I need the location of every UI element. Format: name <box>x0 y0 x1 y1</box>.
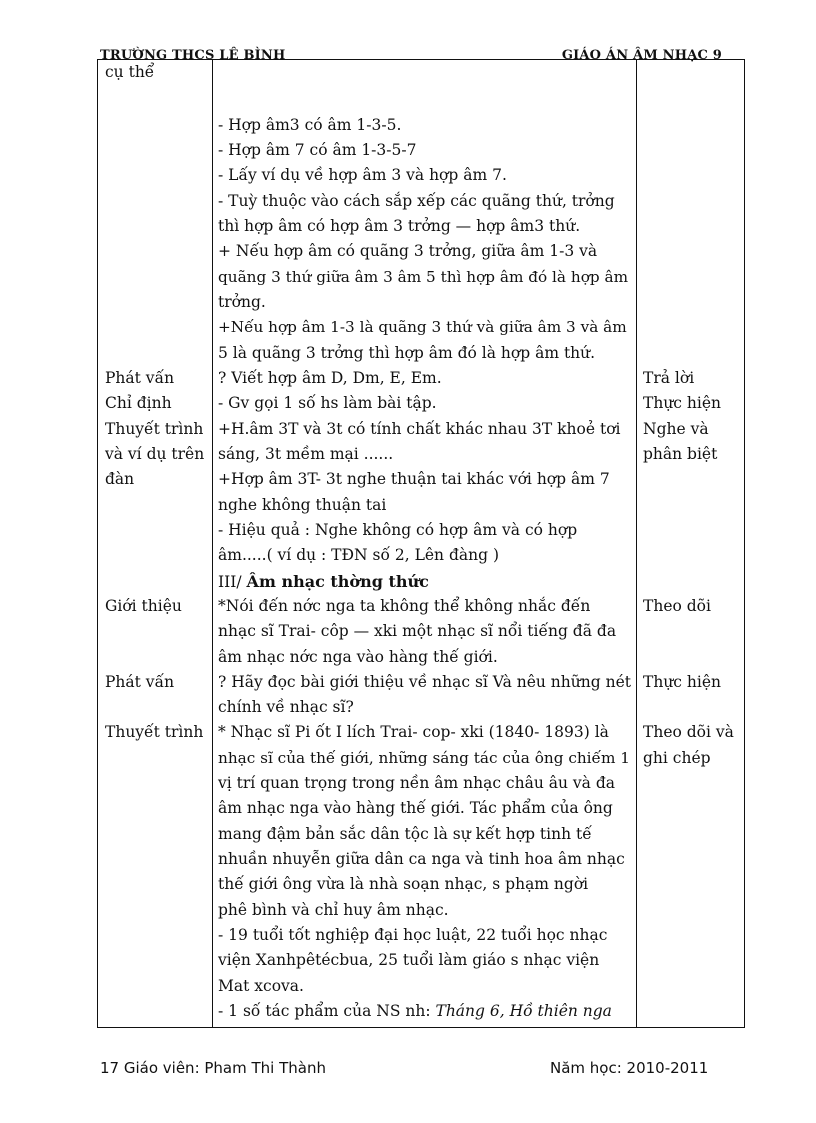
activity-cell: Thực hiện <box>643 394 722 412</box>
content-line: +Hợp âm 3T- 3t nghe thuận tai khác với hợp âm 7 <box>218 470 610 488</box>
content-line: - Hợp âm 7 có âm 1-3-5-7 <box>218 141 417 159</box>
content-line: - Hợp âm3 có âm 1-3-5. <box>218 116 402 134</box>
column-divider <box>636 59 637 1028</box>
content-line: vị trí quan trọng trong nền âm nhạc châu âu và đa <box>218 774 615 792</box>
section-heading <box>218 569 429 595</box>
works-intro: - 1 số tác phẩm của NS nh: <box>218 1002 436 1020</box>
content-line: 5 là quãng 3 trởng thì hợp âm đó là hợp âm thứ. <box>218 344 596 362</box>
content-line: quãng 3 thứ giữa âm 3 âm 5 thì hợp âm đó là hợp âm <box>218 268 629 286</box>
content-line: thế giới ông vừa là nhà soạn nhạc, s phạm ngời <box>218 875 589 893</box>
works-titles: Tháng 6, Hồ thiên nga <box>435 1002 612 1020</box>
column-divider <box>212 59 213 1028</box>
content-line: trởng. <box>218 293 266 311</box>
content-line: viện Xanhpêtécbua, 25 tuổi làm giáo s nhạc viện <box>218 951 600 969</box>
content-line: sáng, 3t mềm mại ...... <box>218 445 394 463</box>
content-line: thì hợp âm có hợp âm 3 trởng — hợp âm3 thứ. <box>218 217 581 235</box>
works-line <box>218 999 612 1024</box>
content-line: chính về nhạc sĩ? <box>218 698 354 716</box>
content-line: - 19 tuổi tốt nghiệp đại học luật, 22 tuổi học nhạc <box>218 926 608 944</box>
method-cell: cụ thể <box>105 63 155 81</box>
content-line: +H.âm 3T và 3t có tính chất khác nhau 3T khoẻ tơi <box>218 420 621 438</box>
method-cell: Phát vấn <box>105 673 175 691</box>
method-cell: Thuyết trình <box>105 723 204 741</box>
method-cell: Giới thiệu <box>105 597 182 615</box>
content-line: nhạc sĩ Trai- côp — xki một nhạc sĩ nổi tiếng đã đa <box>218 622 617 640</box>
content-line: mang đậm bản sắc dân tộc là sự kết hợp tinh tế <box>218 825 592 843</box>
content-line: +Nếu hợp âm 1-3 là quãng 3 thứ và giữa âm 3 và âm <box>218 318 627 336</box>
content-line: * Nhạc sĩ Pi ốt I lích Trai- cop- xki (1840- 1893) là <box>218 723 609 741</box>
activity-cell: Trả lời <box>643 369 695 387</box>
content-line: nhuần nhuyễn giữa dân ca nga và tinh hoa âm nhạc <box>218 850 625 868</box>
content-line: - Lấy ví dụ về hợp âm 3 và hợp âm 7. <box>218 166 507 184</box>
method-cell: Phát vấn <box>105 369 175 387</box>
content-line: - Tuỳ thuộc vào cách sắp xếp các quãng thứ, trởng <box>218 192 615 210</box>
content-line: - Gv gọi 1 số hs làm bài tập. <box>218 394 437 412</box>
content-line: - Hiệu quả : Nghe không có hợp âm và có hợp <box>218 521 578 539</box>
content-line: phê bình và chỉ huy âm nhạc. <box>218 901 449 919</box>
method-cell: đàn <box>105 470 135 488</box>
activity-cell: ghi chép <box>643 749 711 767</box>
header-subject: GIÁO ÁN ÂM NHẠC 9 <box>561 48 722 63</box>
header-school: TRƯỜNG THCS LÊ BÌNH <box>100 48 286 63</box>
activity-cell: Theo dõi và <box>643 723 734 741</box>
footer-school-year: Năm học: 2010-2011 <box>550 1059 709 1077</box>
content-line: + Nếu hợp âm có quãng 3 trởng, giữa âm 1-3 và <box>218 242 598 260</box>
section-title: Âm nhạc thờng thức <box>246 572 429 591</box>
activity-cell: Thực hiện <box>643 673 722 691</box>
content-line: nghe không thuận tai <box>218 496 387 514</box>
activity-cell: phân biệt <box>643 445 718 463</box>
content-line: *Nói đến nớc nga ta không thể không nhắc đến <box>218 597 591 615</box>
content-line: Mat xcova. <box>218 977 304 995</box>
method-cell: Chỉ định <box>105 394 172 412</box>
content-line: ? Viết hợp âm D, Dm, E, Em. <box>218 369 442 387</box>
content-line: âm.....( ví dụ : TĐN số 2, Lên đàng ) <box>218 546 500 564</box>
content-line: nhạc sĩ của thế giới, những sáng tác của ông chiếm 1 <box>218 749 630 767</box>
activity-cell: Theo dõi <box>643 597 711 615</box>
activity-cell: Nghe và <box>643 420 709 438</box>
section-number: III/ <box>218 573 247 591</box>
content-line: âm nhạc nga vào hàng thế giới. Tác phẩm của ông <box>218 799 613 817</box>
method-cell: và ví dụ trên <box>105 445 205 463</box>
content-line: âm nhạc nớc nga vào hàng thế giới. <box>218 648 498 666</box>
method-cell: Thuyết trình <box>105 420 204 438</box>
footer-teacher: 17 Giáo viên: Pham Thi Thành <box>100 1059 326 1077</box>
content-line: ? Hãy đọc bài giới thiệu về nhạc sĩ Và nêu những nét <box>218 673 631 691</box>
